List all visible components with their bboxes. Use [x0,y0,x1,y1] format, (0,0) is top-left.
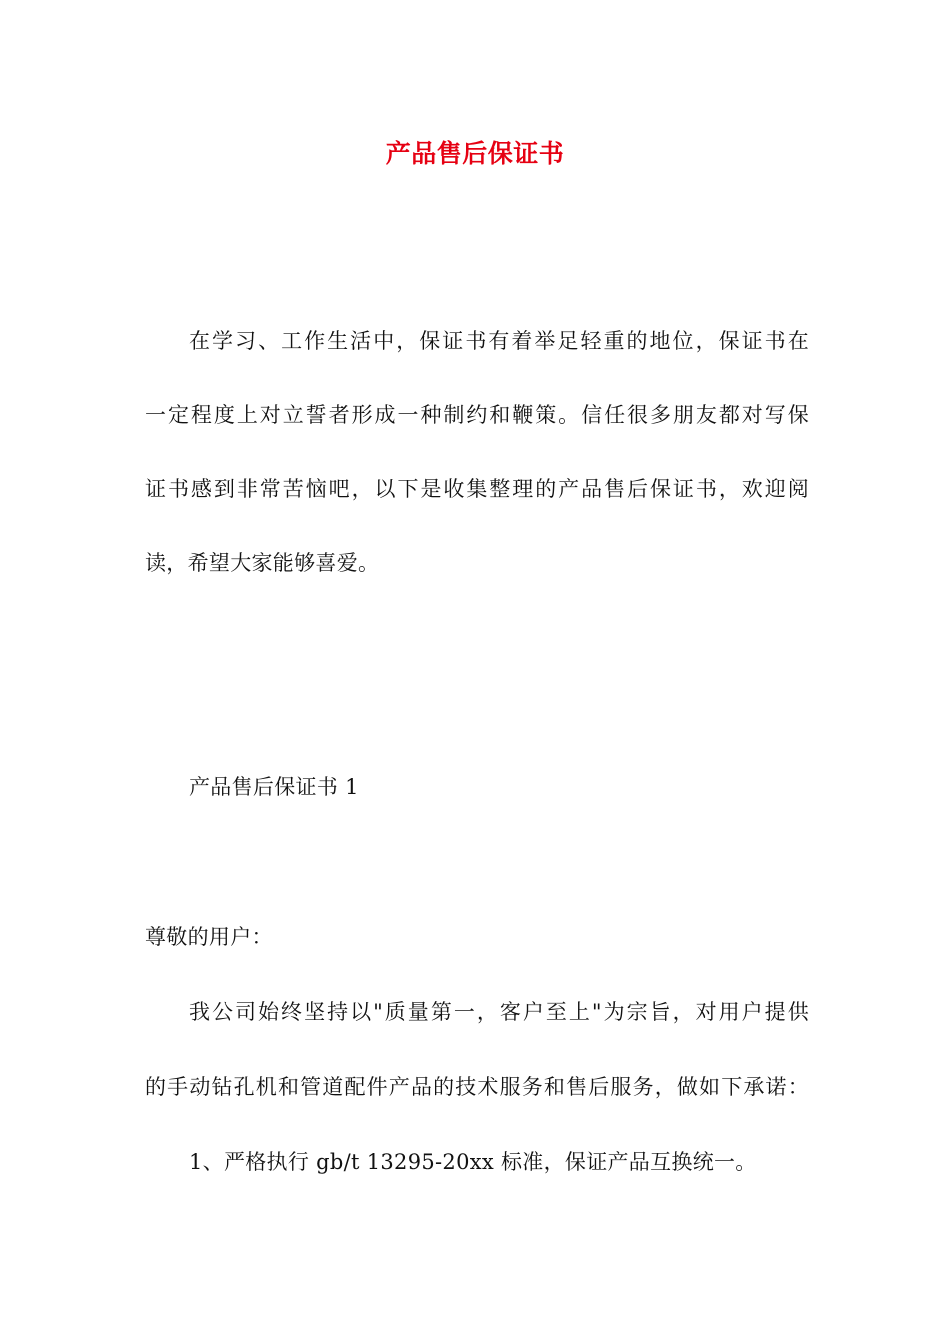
intro-line-4: 读，希望大家能够喜爱。 [145,551,380,575]
document-title: 产品售后保证书 [385,139,565,168]
salutation: 尊敬的用户： [145,925,273,949]
body-line-1: 我公司始终坚持以"质量第一，客户至上"为宗旨，对用户提供 [189,1000,809,1024]
section-heading: 产品售后保证书 1 [189,775,359,799]
intro-line-3: 证书感到非常苦恼吧，以下是收集整理的产品售后保证书，欢迎阅 [145,477,809,501]
intro-line-1: 在学习、工作生活中，保证书有着举足轻重的地位，保证书在 [189,329,809,353]
intro-line-2: 一定程度上对立誓者形成一种制约和鞭策。信任很多朋友都对写保 [145,403,809,427]
body-line-3: 1、严格执行 gb/t 13295-20xx 标准，保证产品互换统一。 [189,1150,757,1174]
body-line-2: 的手动钻孔机和管道配件产品的技术服务和售后服务，做如下承诺： [145,1075,809,1099]
